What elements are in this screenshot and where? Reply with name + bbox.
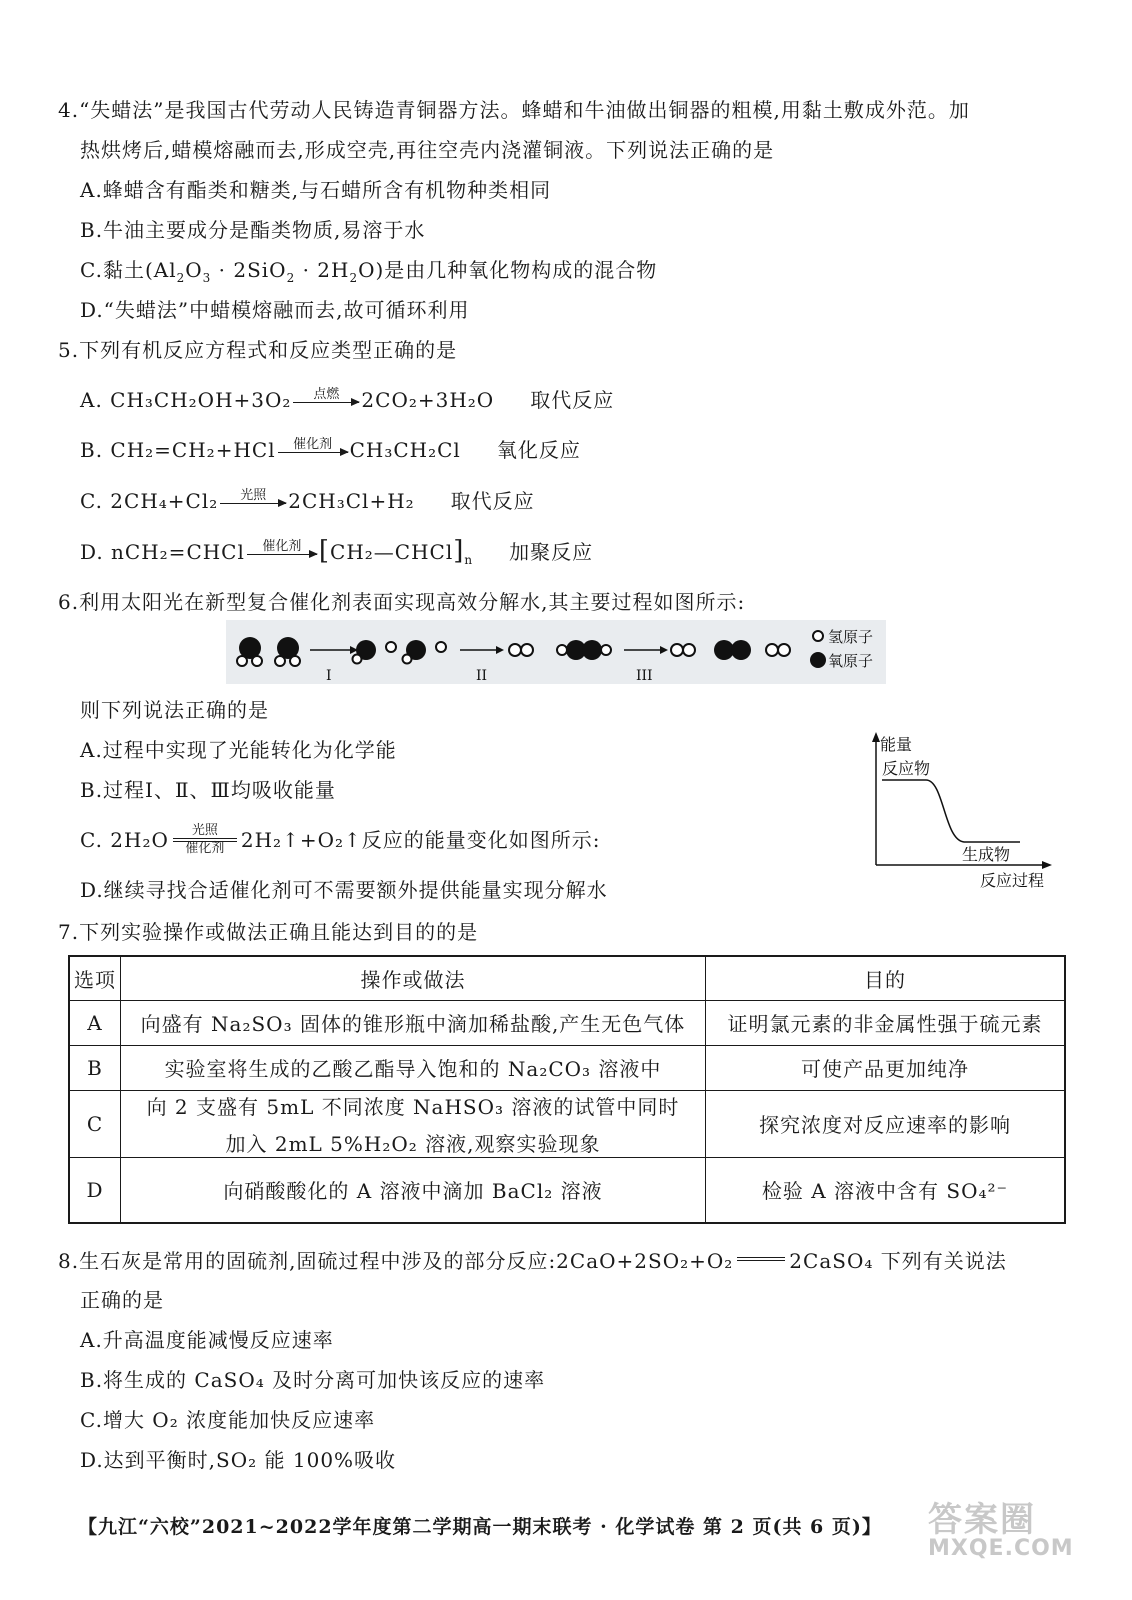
- watermark-logo: 答案圈 MXQE.COM: [928, 1500, 1074, 1561]
- q5-stem: 5.下列有机反应方程式和反应类型正确的是: [58, 338, 458, 362]
- q4-stem-line1: 4.“失蜡法”是我国古代劳动人民铸造青铜器方法。蜂蜡和牛油做出铜器的粗模,用黏土敷成外范。加: [58, 98, 970, 122]
- q6-option-a: A.过程中实现了光能转化为化学能: [80, 738, 397, 762]
- legend-hydrogen: 氢原子: [828, 628, 874, 646]
- q6-option-b: B.过程Ⅰ、Ⅱ、Ⅲ均吸收能量: [80, 778, 336, 802]
- q4-option-d: D.“失蜡法”中蜡模熔融而去,故可循环利用: [80, 298, 470, 322]
- q4-option-a: A.蜂蜡含有酯类和糖类,与石蜡所含有机物种类相同: [80, 178, 552, 202]
- q5-option-d: D. nCH₂=CHCl 催化剂 $[CH_2—CHCl]_n$ 加聚反应: [80, 536, 594, 567]
- q6-then: 则下列说法正确的是: [80, 698, 269, 722]
- q8-option-d: D.达到平衡时,SO₂ 能 100%吸收: [80, 1448, 397, 1472]
- q6-option-c: C. 2H₂O 光照 催化剂 2H₂↑+O₂↑反应的能量变化如图所示:: [80, 822, 601, 856]
- energy-y-label: 能量: [880, 735, 913, 754]
- q4-option-c: C.黏土$(Al_2O_3 \cdot 2SiO_2 \cdot 2H_2O)$是由几种氧化物构成的混合物: [80, 258, 658, 285]
- table-header: 选项: [69, 956, 121, 1000]
- experiment-table: [68, 955, 1066, 1224]
- legend-hydrogen-icon: [813, 631, 823, 641]
- table-header: 目的: [706, 956, 1066, 1000]
- q8-option-b: B.将生成的 CaSO₄ 及时分离可加快该反应的速率: [80, 1368, 546, 1392]
- q4-stem-line2: 热烘烤后,蜡模熔融而去,形成空壳,再往空壳内浇灌铜液。下列说法正确的是: [80, 138, 775, 162]
- svg-text:II: II: [476, 668, 488, 684]
- q5-option-c: C. 2CH₄+Cl₂ 光照 2CH₃Cl+H₂ 取代反应: [80, 488, 535, 513]
- legend-oxygen: 氧原子: [828, 652, 874, 670]
- q5-option-b: B. CH₂=CH₂+HCl 催化剂 CH₃CH₂Cl 氧化反应: [80, 437, 581, 462]
- q8-stem-line2: 正确的是: [80, 1288, 164, 1312]
- energy-reactant-label: 反应物: [882, 759, 931, 778]
- table-row: D 向硝酸酸化的 A 溶液中滴加 BaCl₂ 溶液 检验 A 溶液中含有 SO₄²⁻: [69, 1157, 1065, 1223]
- svg-text:III: III: [636, 668, 653, 684]
- energy-x-label: 反应过程: [980, 871, 1045, 890]
- table-header: 操作或做法: [121, 956, 706, 1000]
- q5-option-a: A. CH₃CH₂OH+3O₂ 点燃 2CO₂+3H₂O 取代反应: [80, 387, 615, 412]
- page-footer: 【九江“六校”2021~2022学年度第二学期高一期末联考 · 化学试卷 第 2 页(共 6 页)】: [78, 1516, 882, 1538]
- table-row: B 实验室将生成的乙酸乙酯导入饱和的 Na₂CO₃ 溶液中 可使产品更加纯净: [69, 1045, 1065, 1090]
- q4-option-b: B.牛油主要成分是酯类物质,易溶于水: [80, 218, 426, 242]
- q8-stem: 8.生石灰是常用的固硫剂,固硫过程中涉及的部分反应:2CaO+2SO₂+O₂ 2CaSO₄ 下列有关说法: [58, 1249, 1007, 1273]
- water-splitting-scheme: [226, 620, 886, 689]
- legend-oxygen-icon: [810, 652, 826, 668]
- step-label: I: [326, 668, 332, 684]
- q7-stem: 7.下列实验操作或做法正确且能达到目的的是: [58, 920, 479, 944]
- q8-option-a: A.升高温度能减慢反应速率: [80, 1328, 334, 1352]
- table-row: C 向 2 支盛有 5mL 不同浓度 NaHSO₃ 溶液的试管中同时 加入 2mL 5%H₂O₂ 溶液,观察实验现象 探究浓度对反应速率的影响: [69, 1090, 1065, 1157]
- table-row: A 向盛有 Na₂SO₃ 固体的锥形瓶中滴加稀盐酸,产生无色气体 证明氯元素的非金属性强于硫元素: [69, 1000, 1065, 1045]
- q6-stem: 6.利用太阳光在新型复合催化剂表面实现高效分解水,其主要过程如图所示:: [58, 590, 746, 614]
- energy-diagram: [860, 730, 1060, 900]
- q8-option-c: C.增大 O₂ 浓度能加快反应速率: [80, 1408, 376, 1432]
- q6-option-d: D.继续寻找合适催化剂可不需要额外提供能量实现分解水: [80, 878, 608, 902]
- energy-curve: [882, 780, 1020, 842]
- energy-product-label: 生成物: [962, 845, 1011, 864]
